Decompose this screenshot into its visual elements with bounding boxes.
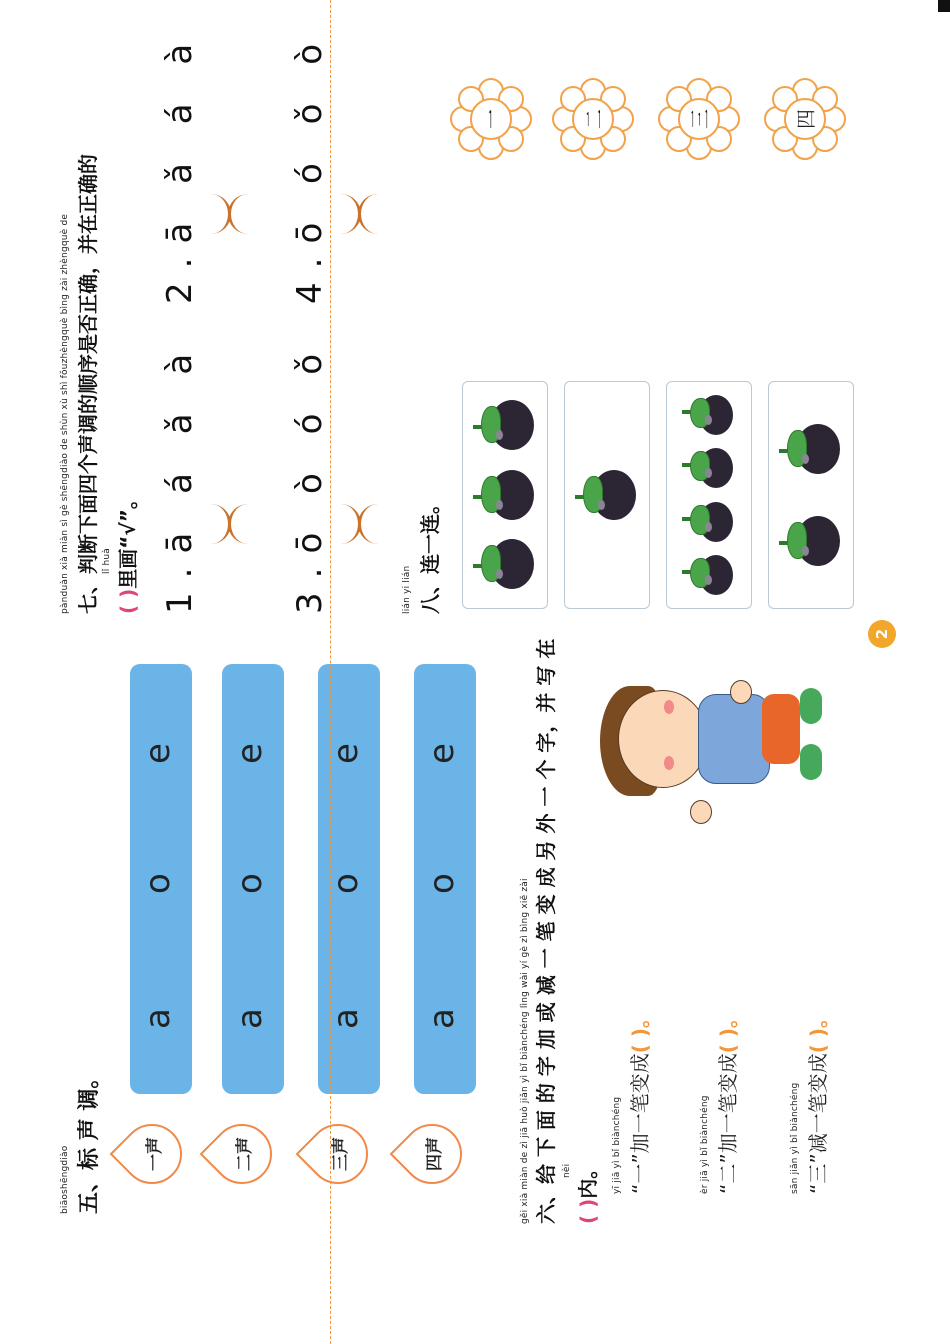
item3-text: “三”减一笔变成 bbox=[806, 1053, 830, 1194]
vowel-e-2[interactable]: e bbox=[230, 743, 270, 764]
vowel-o-2[interactable]: o bbox=[230, 873, 270, 894]
item3-answer-blank[interactable]: ( )。 bbox=[806, 1008, 830, 1054]
section-divider bbox=[330, 0, 331, 1344]
tone-row-4: 4.ō ó ǒ ò bbox=[290, 29, 330, 304]
eggplant-icon bbox=[693, 448, 733, 488]
section6-paren: ( ) bbox=[576, 1198, 600, 1224]
eggplant-icon bbox=[693, 395, 733, 435]
answer-paren-2b bbox=[228, 194, 249, 234]
vowel-a-2[interactable]: a bbox=[230, 1008, 270, 1029]
eggplant-box-2[interactable] bbox=[768, 381, 854, 609]
item1-line bbox=[624, 1008, 653, 1194]
flower-one[interactable] bbox=[456, 84, 526, 154]
vowel-o-4[interactable]: o bbox=[422, 873, 462, 894]
tone-label-2: 二声 bbox=[235, 1137, 255, 1171]
item2-pinyin: èr jiā yì bǐ biànchéng bbox=[700, 1095, 710, 1194]
section8-title: 八、连一连。 bbox=[418, 494, 442, 614]
flower-label-2: 二 bbox=[582, 109, 606, 129]
tone-label-4: 四声 bbox=[425, 1137, 445, 1171]
section5-title: 五、标 声 调。 bbox=[77, 1066, 102, 1214]
answer-paren-4b bbox=[358, 194, 379, 234]
section6-title-2 bbox=[572, 1159, 601, 1224]
item3-line bbox=[802, 1008, 831, 1194]
flower-four[interactable] bbox=[770, 84, 840, 154]
section8-pinyin: lián yi lián bbox=[402, 565, 412, 614]
tone-row-1: 1.ā á ǎ à bbox=[160, 339, 200, 614]
vowel-a-1[interactable]: a bbox=[138, 1008, 178, 1029]
vowel-o-1[interactable]: o bbox=[138, 873, 178, 894]
section7-title-2-text: 里画“√”。 bbox=[116, 489, 140, 589]
flower-three[interactable] bbox=[664, 84, 734, 154]
answer-paren-1b bbox=[228, 504, 249, 544]
page-number-badge: 2 bbox=[868, 620, 896, 648]
eggplant-icon bbox=[484, 470, 534, 520]
tone-label-1: 一声 bbox=[145, 1137, 165, 1171]
section7-title-1: 七、判断下面四个声调的顺序是否正确，并在正确的 bbox=[76, 154, 100, 614]
section7-title-2 bbox=[112, 489, 141, 614]
section5-pinyin: biāoshēngdiào bbox=[60, 1145, 70, 1214]
eggplant-icon bbox=[790, 516, 840, 566]
eggplant-icon bbox=[693, 502, 733, 542]
vowel-e-3[interactable]: e bbox=[326, 743, 366, 764]
vowel-o-3[interactable]: o bbox=[326, 873, 366, 894]
item1-text: “一”加一笔变成 bbox=[628, 1053, 652, 1194]
eggplant-icon bbox=[484, 401, 534, 451]
tone-label-3: 三声 bbox=[331, 1137, 351, 1171]
item2-answer-blank[interactable]: ( )。 bbox=[716, 1008, 740, 1054]
tone-row-3: 3.ō ò ó ǒ bbox=[290, 339, 330, 614]
section6-title-1: 六、给 下 面 的 字 加 或 减 一 笔 变 成 另 外 一 个 字，并 写 在 bbox=[534, 638, 558, 1224]
flower-two[interactable] bbox=[558, 84, 628, 154]
section7-pinyin-2: lǐ huà bbox=[102, 548, 112, 574]
item3-pinyin: sān jiǎn yì bǐ biànchéng bbox=[790, 1082, 800, 1194]
eggplant-icon bbox=[693, 555, 733, 595]
item1-pinyin: yī jiā yì bǐ biànchéng bbox=[612, 1096, 622, 1194]
answer-paren-3b bbox=[358, 504, 379, 544]
vowel-a-3[interactable]: a bbox=[326, 1008, 366, 1029]
eggplant-icon bbox=[586, 470, 636, 520]
tone-row-2: 2.ā ǎ á à bbox=[160, 29, 200, 304]
item2-line bbox=[712, 1008, 741, 1194]
eggplant-icon bbox=[790, 424, 840, 474]
flower-label-1: 一 bbox=[480, 109, 504, 129]
flower-label-4: 四 bbox=[794, 109, 818, 129]
item2-text: “二”加一笔变成 bbox=[716, 1053, 740, 1194]
vowel-e-1[interactable]: e bbox=[138, 743, 178, 764]
eggplant-icon bbox=[484, 540, 534, 590]
section6-title-2-text: 内。 bbox=[576, 1158, 600, 1199]
section6-pinyin-2: nèi bbox=[562, 1163, 572, 1178]
vowel-e-4[interactable]: e bbox=[422, 743, 462, 764]
vowel-a-4[interactable]: a bbox=[422, 1008, 462, 1029]
section6-pinyin-1: gěi xià miàn de zì jiā huò jiǎn yì bǐ biànchéng lìng wài yí gè zì bìng xiě zài bbox=[520, 878, 530, 1224]
section7-pinyin-1: pànduàn xià miàn sì gè shēngdiào de shùn xù shì fǒuzhèngquè bìng zài zhèngquè de bbox=[60, 213, 70, 614]
item1-answer-blank[interactable]: ( )。 bbox=[628, 1008, 652, 1054]
section7-paren: ( ) bbox=[116, 588, 140, 614]
flower-label-3: 三 bbox=[688, 109, 712, 129]
